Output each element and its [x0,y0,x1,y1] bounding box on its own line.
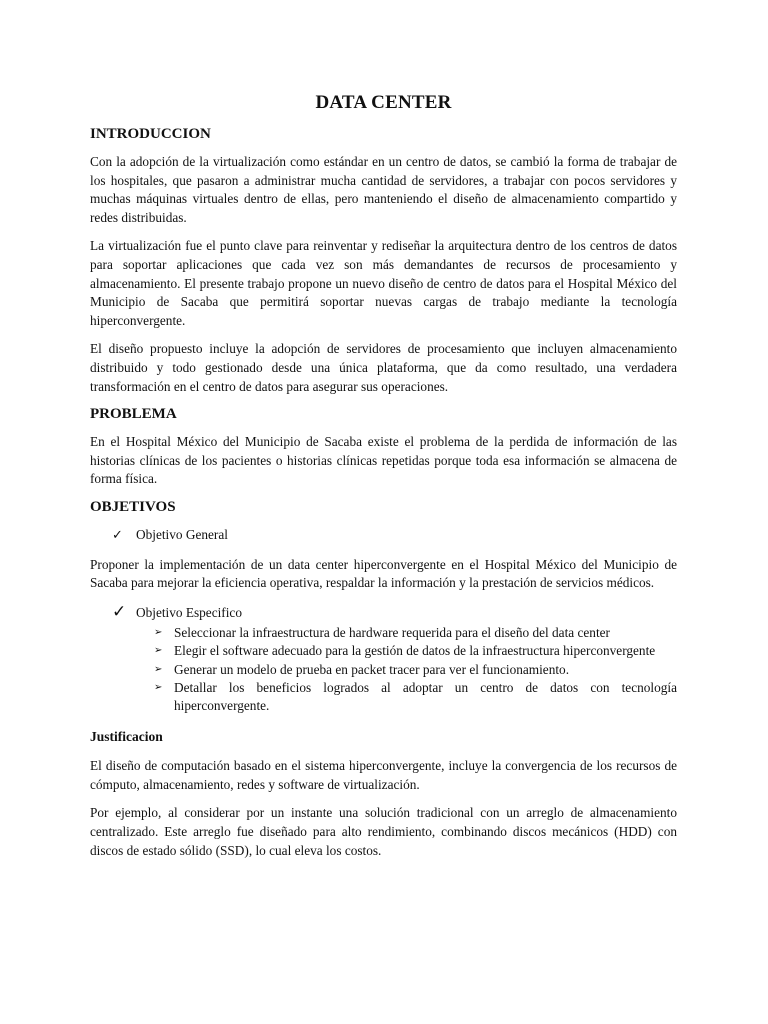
paragraph-intro-3: El diseño propuesto incluye la adopción de servidores de procesamiento que incluyen almacenamiento distribuido y todo gestionado desde una única plataforma, que da como resultado, una verdadera transformación en el centro de datos para asegurar sus operaciones. [90,341,677,394]
paragraph-objetivo-general: Proponer la implementación de un data center hiperconvergente en el Hospital México del Municipio de Sacaba para mejorar la eficiencia operativa, respaldar la información y la prestación de servicios médicos. [90,556,677,591]
arrowhead-bullet-icon: ➢ [154,663,163,675]
section-heading-problema: PROBLEMA [90,406,177,423]
list-item-text: Elegir el software adecuado para la gestión de datos de la infraestructura hiperconvergente [174,643,656,659]
list-item [154,679,677,715]
objetivo-general-label: Objetivo General [136,526,228,542]
arrowhead-bullet-icon: ➢ [154,645,163,657]
objetivos-especificos-list [154,624,677,715]
section-heading-justificacion: Justificacion [90,729,163,745]
list-item-text: Seleccionar la infraestructura de hardware requerida para el diseño del data center [174,625,610,641]
checkmark-icon: ✓ [112,527,123,543]
list-item [154,661,677,679]
paragraph-justificacion-2: Por ejemplo, al considerar por un instante una solución tradicional con un arreglo de almacenamiento centralizado. Este arreglo fue diseñado para alto rendimiento, combinando discos mecánicos (HDD) con discos de estado sólido (SSD), lo cual eleva los costos. [90,805,677,858]
objetivo-especifico-item [112,603,677,623]
list-item-text: Detallar los beneficios logrados al adoptar un centro de datos con tecnología hiperconvergente. [174,679,677,714]
arrowhead-bullet-icon: ➢ [154,627,163,639]
paragraph-intro-1: Con la adopción de la virtualización como estándar en un centro de datos, se cambió la forma de trabajar de los hospitales, que pasaron a administrar mucha cantidad de servidores, a trabajar con pocos servidores y muchas máquinas virtuales dentro de ellas, pero manteniendo el diseño de almacenamiento compartido y redes distribuidas. [90,154,677,225]
paragraph-problema: En el Hospital México del Municipio de Sacaba existe el problema de la perdida de información de las historias clínicas de los pacientes o historias clínicas repetidas porque toda esa información se almacena de forma física. [90,434,677,487]
arrowhead-bullet-icon: ➢ [154,681,163,693]
document-page [90,92,677,870]
list-item-text: Generar un modelo de prueba en packet tracer para ver el funcionamiento. [174,661,570,677]
section-heading-objetivos: OBJETIVOS [90,498,176,515]
list-item [154,642,677,660]
objetivo-general-item [112,526,677,546]
list-item [154,624,677,642]
paragraph-intro-2: La virtualización fue el punto clave para reinventar y rediseñar la arquitectura dentro de los centros de datos para soportar aplicaciones que cada vez son más demandantes de recursos de procesamiento y almacenamiento. El presente trabajo propone un nuevo diseño de centro de datos para el Hospital México del Municipio de Sacaba que permitirá soportar nuevas cargas de trabajo mediante la tecnología hiperconvergente. [90,238,677,328]
checkmark-icon: ✓ [112,601,127,622]
objetivo-especifico-label: Objetivo Especifico [136,604,242,620]
document-title: DATA CENTER [315,92,452,113]
paragraph-justificacion-1: El diseño de computación basado en el sistema hiperconvergente, incluye la convergencia de los recursos de cómputo, almacenamiento, redes y software de virtualización. [90,758,677,792]
section-heading-introduccion: INTRODUCCION [90,126,211,142]
